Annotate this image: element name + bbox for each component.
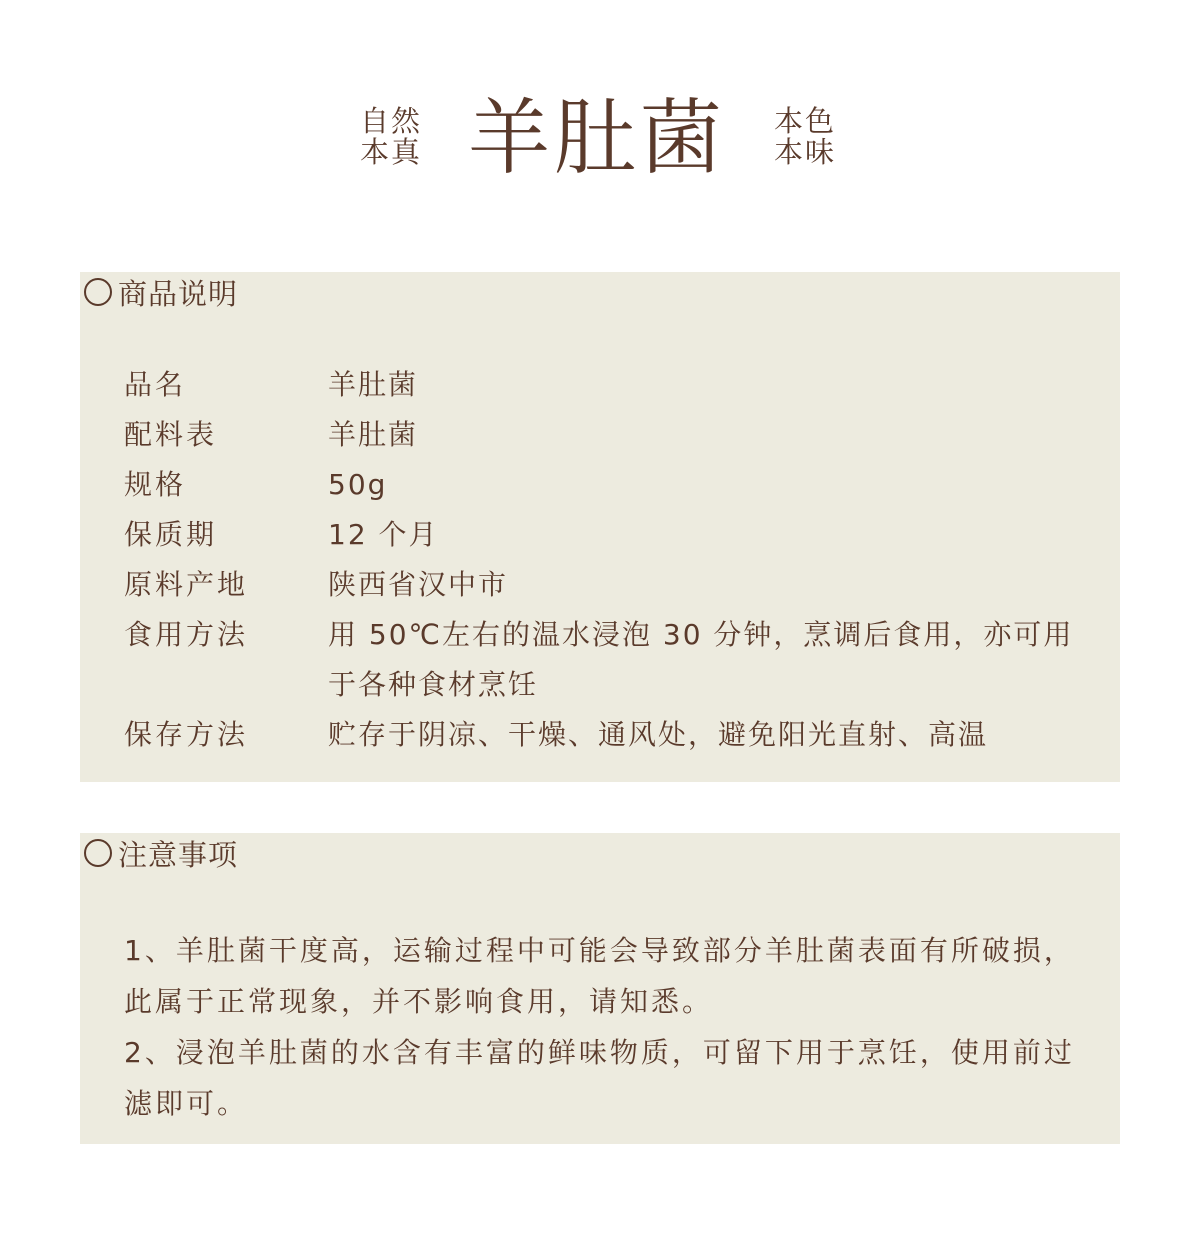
notes-list (124, 925, 1094, 1129)
spec-row-usage (124, 610, 1094, 710)
spec-row-size (124, 460, 1094, 510)
spec-label: 品名 (124, 368, 187, 401)
spec-row-ingredients (124, 410, 1094, 460)
spec-label: 配料表 (124, 418, 218, 451)
spec-value: 陕西省汉中市 (328, 568, 509, 601)
spec-label: 保存方法 (124, 718, 249, 751)
spec-value: 羊肚菌 (328, 418, 419, 451)
page-header (0, 91, 1200, 186)
circle-outline-icon (84, 839, 112, 867)
spec-value: 12 个月 (328, 518, 439, 551)
spec-row-name (124, 360, 1094, 410)
spec-value: 50g (328, 468, 388, 501)
tagline-right (774, 106, 836, 168)
tagline-right-line-2: 本味 (774, 135, 837, 169)
product-info-panel (80, 272, 1120, 782)
spec-row-shelf-life (124, 510, 1094, 560)
notes-heading (84, 833, 238, 873)
notes-heading-text: 注意事项 (118, 837, 239, 872)
tagline-right-line-1: 本色 (774, 104, 837, 138)
product-info-heading-text: 商品说明 (118, 276, 239, 311)
note-item: 1、羊肚菌干度高，运输过程中可能会导致部分羊肚菌表面有所破损，此属于正常现象，并不影响食用，请知悉。 (124, 934, 1075, 1018)
tagline-left (360, 106, 422, 168)
page-title: 羊肚菌 (468, 91, 727, 186)
tagline-left-line-1: 自然 (360, 104, 423, 138)
spec-value: 贮存于阴凉、干燥、通风处，避免阳光直射、高温 (328, 718, 989, 751)
spec-label: 食用方法 (124, 618, 249, 651)
spec-value: 羊肚菌 (328, 368, 419, 401)
note-item: 2、浸泡羊肚菌的水含有丰富的鲜味物质，可留下用于烹饪，使用前过滤即可。 (124, 1036, 1075, 1120)
circle-outline-icon (84, 278, 112, 306)
product-info-heading (84, 272, 238, 312)
spec-value: 用 50℃左右的温水浸泡 30 分钟，烹调后食用，亦可用于各种食材烹饪 (328, 618, 1074, 701)
spec-table (124, 360, 1094, 760)
spec-label: 原料产地 (124, 568, 249, 601)
tagline-left-line-2: 本真 (360, 135, 423, 169)
spec-label: 保质期 (124, 518, 218, 551)
spec-row-origin (124, 560, 1094, 610)
spec-label: 规格 (124, 468, 187, 501)
spec-row-storage (124, 710, 1094, 760)
notes-panel (80, 833, 1120, 1144)
